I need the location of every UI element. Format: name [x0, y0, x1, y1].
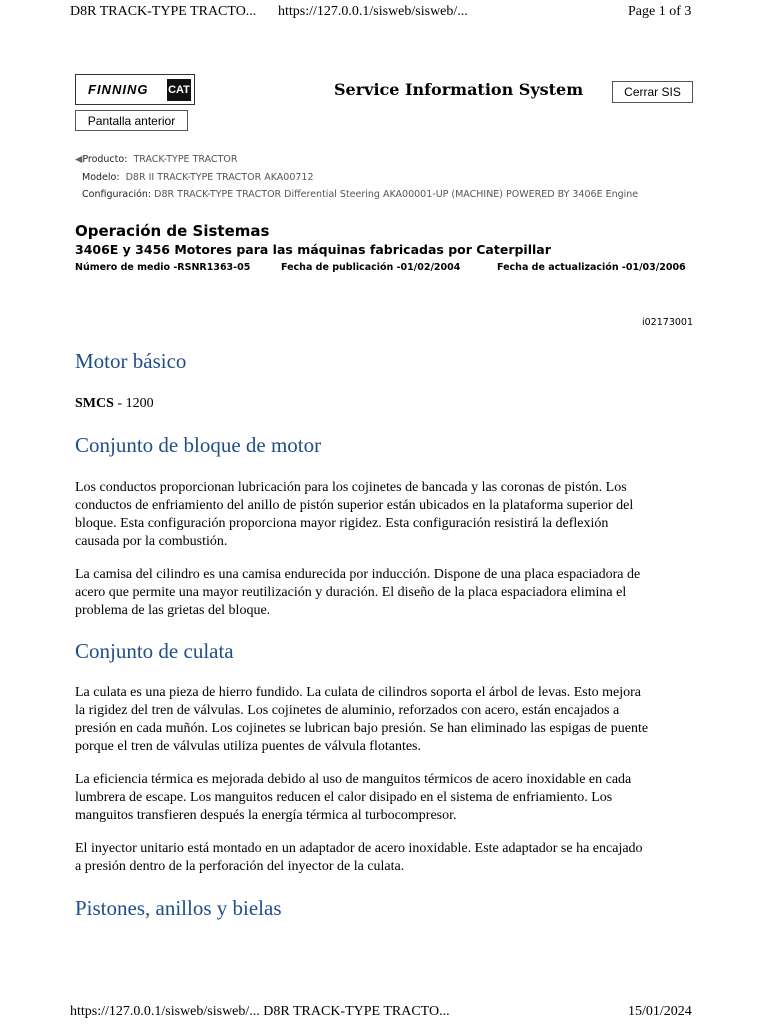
- text-line: La culata es una pieza de hierro fundido. La culata de cilindros soporta el árbol de levas. Esto mejora: [75, 685, 642, 700]
- heading-culata: Conjunto de culata: [75, 639, 234, 663]
- paragraph-bloque-2: [75, 566, 700, 620]
- text-line: lumbrera de escape. Los manguitos reducen el calor disipado en el sistema de enfriamiento. Los: [75, 790, 613, 805]
- text-line: La camisa del cilindro es una camisa endurecida por inducción. Dispone de una placa espaciadora de: [75, 567, 641, 582]
- text-line: Los conductos proporcionan lubricación para los cojinetes de bancada y las coronas de pistón. Los: [75, 480, 627, 495]
- media-number: Número de medio -RSNR1363-05: [75, 262, 251, 273]
- text-line: acero que permite una mayor reutilización y duración. El diseño de la placa espaciadora elimina el: [75, 585, 627, 600]
- configuration-value: D8R TRACK-TYPE TRACTOR Differential Steering AKA00001-UP (MACHINE) POWERED BY 3406E Engine: [154, 189, 639, 200]
- text-line: bloque. Esta configuración proporciona mayor rigidez. Esta configuración resistirá la deflexión: [75, 516, 609, 531]
- close-sis-button[interactable]: Cerrar SIS: [612, 81, 693, 103]
- smcs-line: [75, 396, 154, 412]
- document-subtitle: 3406E y 3456 Motores para las máquinas fabricadas por Caterpillar: [75, 242, 551, 257]
- print-footer-url: https://127.0.0.1/sisweb/sisweb/... D8R TRACK-TYPE TRACTO...: [70, 1004, 450, 1019]
- text-line: El inyector unitario está montado en un adaptador de acero inoxidable. Este adaptador se ha encajado: [75, 841, 643, 856]
- smcs-label: SMCS: [75, 396, 114, 411]
- paragraph-culata-3: [75, 840, 700, 876]
- text-line: problema de las grietas del bloque.: [75, 603, 271, 618]
- document-title: Operación de Sistemas: [75, 222, 270, 240]
- paragraph-culata-1: [75, 684, 700, 756]
- heading-bloque: Conjunto de bloque de motor: [75, 433, 322, 457]
- back-arrow-icon[interactable]: ◀: [75, 154, 83, 165]
- publication-date: Fecha de publicación -01/02/2004: [281, 262, 461, 273]
- product-row: [75, 154, 237, 165]
- finning-logo-text: FINNING: [88, 82, 149, 97]
- print-header-page: Page 1 of 3: [628, 4, 692, 19]
- text-line: La eficiencia térmica es mejorada debido al uso de manguitos térmicos de acero inoxidable en cada: [75, 772, 632, 787]
- configuration-label: Configuración:: [82, 189, 152, 200]
- print-header-title: D8R TRACK-TYPE TRACTO...: [70, 4, 257, 19]
- model-label: Modelo:: [82, 172, 120, 183]
- text-line: manguitos transfieren después la energía térmica al turbocompresor.: [75, 808, 457, 823]
- model-row: [82, 172, 314, 183]
- paragraph-culata-2: [75, 771, 700, 825]
- heading-motor-basico: Motor básico: [75, 349, 187, 373]
- text-line: porque el tren de válvulas utiliza puentes de válvula flotantes.: [75, 739, 421, 754]
- back-button[interactable]: Pantalla anterior: [75, 110, 188, 131]
- sis-title: Service Information System: [334, 80, 584, 99]
- configuration-row: [82, 189, 638, 200]
- update-date: Fecha de actualización -01/03/2006: [497, 262, 686, 273]
- paragraph-bloque-1: [75, 479, 700, 551]
- print-footer-date: 15/01/2024: [628, 1004, 692, 1019]
- text-line: conductos de enfriamiento del anillo de pistón superior están ubicados en la plataforma superior del: [75, 498, 634, 513]
- product-value: TRACK-TYPE TRACTOR: [133, 154, 238, 165]
- cat-logo-badge: CAT: [167, 79, 191, 101]
- print-header-url: https://127.0.0.1/sisweb/sisweb/...: [278, 4, 468, 19]
- text-line: la rigidez del tren de válvulas. Los cojinetes de aluminio, reforzados con acero, están encajados a: [75, 703, 620, 718]
- finning-cat-logo: [75, 74, 195, 105]
- text-line: a presión dentro de la perforación del inyector de la culata.: [75, 859, 405, 874]
- heading-pistones: Pistones, anillos y bielas: [75, 896, 282, 920]
- product-label: Producto:: [82, 154, 128, 165]
- model-value: D8R II TRACK-TYPE TRACTOR AKA00712: [125, 172, 314, 183]
- text-line: presión en cada muñón. Los cojinetes se lubrican bajo presión. Se han eliminado las espigas de puente: [75, 721, 649, 736]
- text-line: causada por la combustión.: [75, 534, 228, 549]
- section-id: i02173001: [642, 317, 693, 328]
- smcs-value: - 1200: [113, 396, 154, 411]
